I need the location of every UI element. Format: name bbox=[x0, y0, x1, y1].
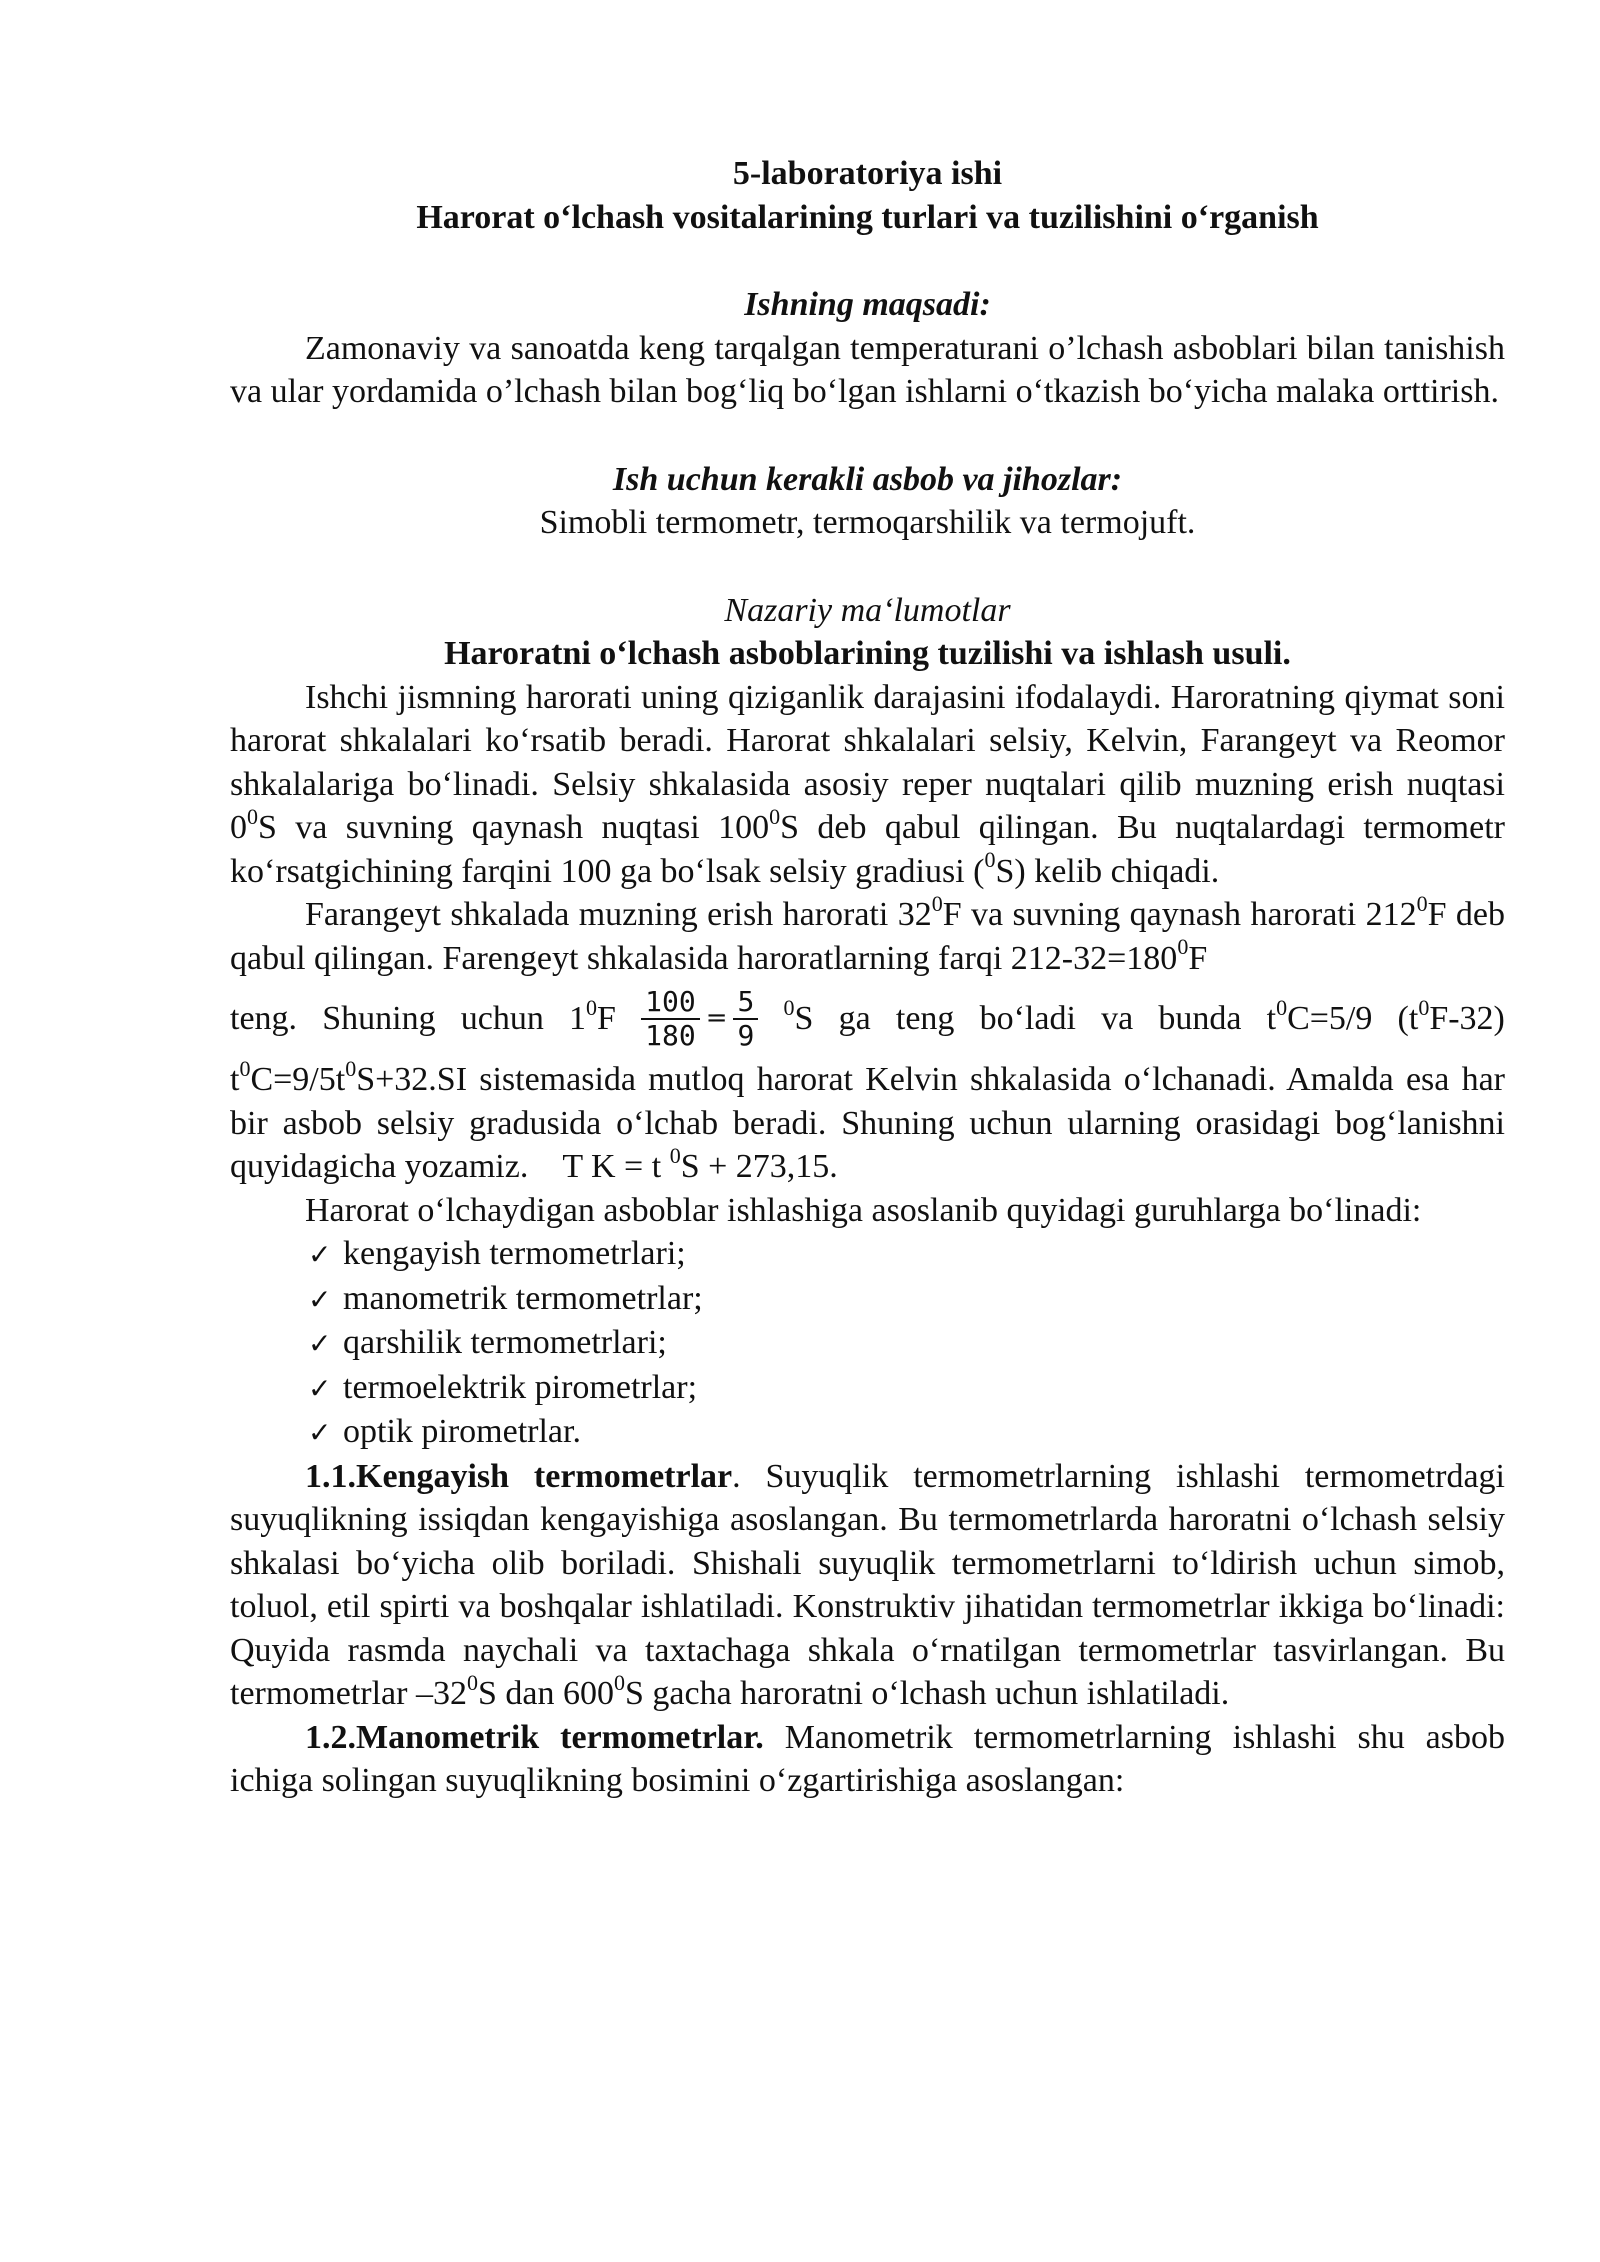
list-item: ✓ kengayish termometrlari; bbox=[308, 1232, 1505, 1277]
check-icon: ✓ bbox=[308, 1416, 332, 1449]
fraction-100-180: $\frac{100}{180}$ bbox=[641, 986, 700, 1052]
equipment-heading: Ish uchun kerakli asbob va jihozlar: bbox=[612, 460, 1123, 498]
kelvin-formula: T K = t $^0$S + 273,15. bbox=[562, 1142, 838, 1185]
theory-paragraph-1: Ishchi jismning harorati uning qiziganlik darajasini ifodalaydi. Haroratning qiymat soni harorat shkalalari ko‘rsatib beradi. Harorat shkalalari selsiy, Kelvin, Farangeyt va Reomor shkalalariga bo‘linadi. Selsiy shkalasida asosiy reper nuqtalari qilib muzning erish nuqtasi $0^0S$ va suvning qaynash nuqtasi $100^0S$ deb qabul qilingan. Bu nuqtalardagi termometr ko‘rsatgichining farqini 100 ga bo‘lsak selsiy gradiusi ($^0$S) kelib chiqadi. bbox=[230, 678, 1505, 890]
theory-subheading: Haroratni o‘lchash asboblarining tuzilishi va ishlash usuli. bbox=[444, 635, 1291, 672]
check-icon: ✓ bbox=[308, 1238, 332, 1271]
fraction-5-9: $\frac{5}{9}$ bbox=[733, 986, 758, 1052]
fraction-formula: $\frac{100}{180}$ = $\frac{5}{9}$ bbox=[641, 986, 758, 1052]
list-item: ✓ optik pirometrlar. bbox=[308, 1410, 1505, 1455]
goal-paragraph: Zamonaviy va sanoatda keng tarqalgan temperaturani o’lchash asboblari bilan tanishish va ular yordamida o’lchash bilan bog‘liq bo‘lgan ishlarni o‘tkazish bo‘yicha malaka orttirish. bbox=[230, 329, 1505, 410]
list-item: ✓ manometrik termometrlar; bbox=[308, 1277, 1505, 1322]
document-body bbox=[230, 152, 1505, 1803]
theory-paragraph-3: $t^0C=9/5t^0S+32.SI$ sistemasida mutloq harorat Kelvin shkalasida o‘lchanadi. Amalda esa har bir asbob selsiy gradusida o‘lchab beradi. Shuning uchun ularning orasidagi bog‘lanishni quyidagicha yozamiz. T K = t $^0$S + 273,15. bbox=[230, 1055, 1505, 1185]
theory-heading: Nazariy ma‘lumotlar bbox=[724, 591, 1011, 629]
equipment-text: Simobli termometr, termoqarshilik va termojuft. bbox=[539, 504, 1196, 541]
list-item: ✓ termoelektrik pirometrlar; bbox=[308, 1366, 1505, 1411]
section-1-1-title: 1.1.Kengayish termometrlar bbox=[305, 1457, 733, 1495]
section-1-2-paragraph: 1.2.Manometrik termometrlar. Manometrik termometrlarning ishlashi shu asbob ichiga solingan suyuqlikning bosimini o‘zgartirishiga asoslangan: bbox=[230, 1718, 1505, 1799]
check-icon: ✓ bbox=[308, 1282, 332, 1316]
section-1-2-title: 1.2.Manometrik termometrlar. bbox=[305, 1718, 764, 1756]
check-icon: ✓ bbox=[308, 1371, 332, 1405]
section-1-1-paragraph: 1.1.Kengayish termometrlar. Suyuqlik termometrlarning ishlashi termometrdagi suyuqlikning issiqdan kengayishiga asoslangan. Bu termometrlarda haroratni o‘lchash selsiy shkalasi bo‘yicha olib boriladi. Shishali suyuqlik termometrlarni to‘ldirish uchun simob, toluol, etil spirti va boshqalar ishlatiladi. Konstruktiv jihatidan termometrlar ikkiga bo‘linadi: Quyida rasmda naychali va taxtachaga shkala o‘rnatilgan termometrlar tasvirlangan. Bu termometrlar $-32^0S$ dan $600^0S$ gacha haroratni o‘lchash uchun ishlatiladi. bbox=[230, 1457, 1505, 1712]
theory-paragraph-2: Farangeyt shkalada muzning erish harorati $32^0F$ va suvning qaynash harorati $212^0F$ deb qabul qilingan. Farengeyt shkalasida haroratlarning farqi $212-32=180^0F$ bbox=[230, 890, 1506, 977]
check-icon: ✓ bbox=[308, 1327, 332, 1360]
goal-heading: Ishning maqsadi: bbox=[744, 286, 991, 323]
instrument-group-list bbox=[230, 1232, 1505, 1455]
conversion-formula-line: teng. Shuning uchun $1^0F$ $\frac{100}{180}$ = $\frac{5}{9}$ $^0$S ga teng bo‘ladi va bunda $t^0C=5/9$ $(t^0F-32)$ bbox=[230, 985, 1505, 1052]
lab-title: Harorat o‘lchash vositalarining turlari va tuzilishini o‘rganish bbox=[416, 198, 1319, 236]
lab-number: 5-laboratoriya ishi bbox=[732, 155, 1003, 192]
theory-paragraph-4: Harorat o‘lchaydigan asboblar ishlashiga asoslanib quyidagi guruhlarga bo‘linadi: bbox=[305, 1191, 1422, 1229]
list-item: ✓ qarshilik termometrlari; bbox=[308, 1321, 1505, 1366]
